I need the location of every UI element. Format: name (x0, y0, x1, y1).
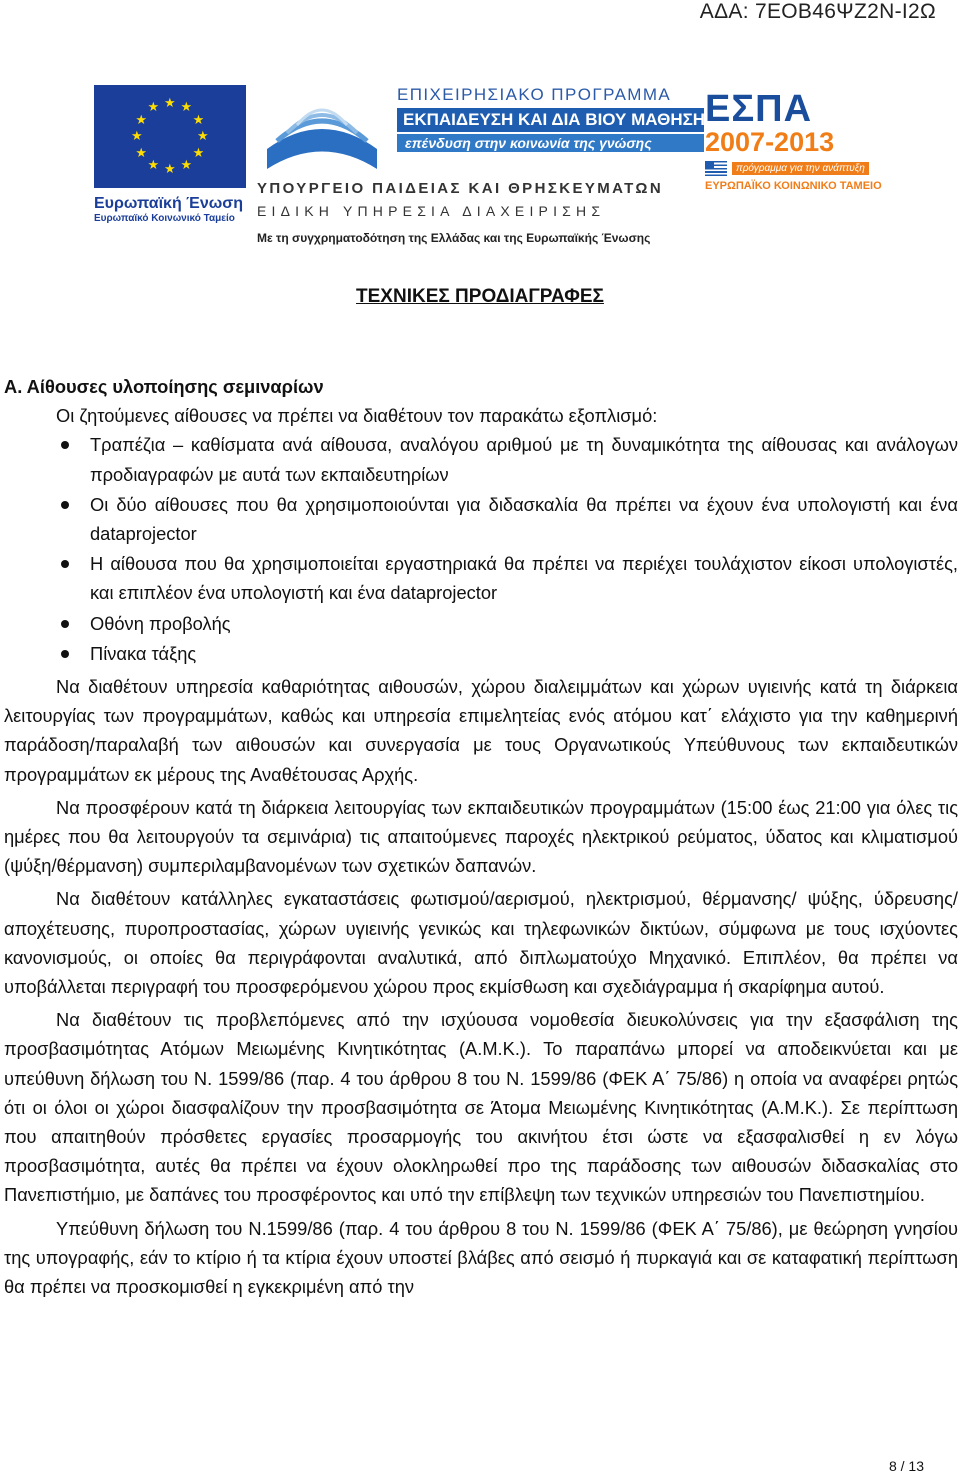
list-item: Οι δύο αίθουσες που θα χρησιμοποιούνται για διδασκαλία θα πρέπει να έχουν ένα υπολογιστή και ένα dataprojector (4, 490, 958, 548)
paragraph-utilities: Να προσφέρουν κατά τη διάρκεια λειτουργίας των εκπαιδευτικών προγραμμάτων (15:00 έως 21:00 για όλες τις ημέρες που θα λειτουργούν τα σεμινάρια) τις απαιτούμενες παροχές ηλεκτρικού ρεύματος, ύδατος και κλιματισμού (ψύξη/θέρμανση) συμπεριλαμβανομένων των σχετικών δαπανών. (4, 796, 958, 877)
eu-logo-name: Ευρωπαϊκή Ένωση (94, 195, 243, 212)
eu-star-icon: ★ (192, 144, 205, 160)
eu-logo-subtitle: Ευρωπαϊκό Κοινωνικό Ταμείο (94, 213, 235, 224)
list-item: Πίνακα τάξης (4, 639, 958, 668)
eu-star-icon: ★ (147, 99, 160, 115)
paragraph-accessibility: Να διαθέτουν τις προβλεπόμενες από την ισχύουσα νομοθεσία διευκολύνσεις για την εξασφάλιση της προσβασιμότητας Ατόμων Μειωμένης Κινητικότητας (Α.Μ.Κ.). Το παραπάνω μπορεί να αποδεικνύεται και με υπεύθυνη δήλωση του Ν. 1599/86 (παρ. 4 του άρθρου 8 του Ν. 1599/86 (ΦΕΚ Α΄ 75/86) η οποία να αναφέρει ρητώς ότι οι όλοι οι χώροι διασφαλίζουν την προσβασιμότητα σε Άτομα Μειωμένης Κινητικότητας (Α.Μ.Κ.). Σε περίπτωση που απαιτηθούν πρόσθετες εργασίες προσαρμογής του ακινήτου έτσι ώστε να εξασφαλισθεί η εν λόγω προσβασιμότητα, αυτές θα πρέπει να έχουν ολοκληρωθεί προ της παράδοσης των αιθουσών διδασκαλίας στο Πανεπιστήμιο, με δαπάνες του προσφέροντος και υπό την επίβλεψη των τεχνικών υπηρεσιών του Πανεπιστημίου. (4, 1009, 958, 1206)
paragraph-cleaning: Να διαθέτουν υπηρεσία καθαριότητας αιθουσών, χώρου διαλειμμάτων και χώρων υγιεινής κατά τη διάρκεια λειτουργίας των προγραμμάτων, καθώς και υπηρεσία επιμελητείας ενός ατόμου κατ΄ ελάχιστο για την καθημερινή παράδοση/παραλαβή των αιθουσών και συνεργασία με τους Οργανωτικούς Υπεύθυνους των εκπαιδευτικών προγραμμάτων εκ μέρους της Αναθέτουσας Αρχής. (4, 676, 958, 785)
greek-flag-icon (705, 161, 727, 176)
eu-star-icon: ★ (197, 128, 209, 143)
book-icon (257, 89, 387, 181)
eu-star-icon: ★ (135, 144, 148, 160)
document-body (4, 372, 958, 1301)
eu-star-icon: ★ (135, 111, 148, 127)
op-logo (257, 85, 704, 245)
page-number: 8 / 13 (888, 1458, 924, 1474)
op-logo-service: ΕΙΔΙΚΗ ΥΠΗΡΕΣΙΑ ΔΙΑΧΕΙΡΙΣΗΣ (257, 203, 606, 219)
section-heading: Α. Αίθουσες υλοποίησης σεμιναρίων (4, 376, 324, 397)
eu-star-icon: ★ (192, 111, 205, 127)
section-intro: Οι ζητούμενες αίθουσες να πρέπει να διαθέτουν τον παρακάτω εξοπλισμό: (56, 405, 658, 427)
op-logo-programme: ΕΠΙΧΕΙΡΗΣΙΑΚΟ ΠΡΟΓΡΑΜΜΑ (397, 85, 672, 104)
op-logo-slogan: επένδυση στην κοινωνία της γνώσης (397, 134, 704, 152)
espa-logo-word: ΕΣΠΑ (705, 88, 813, 130)
espa-logo-years: 2007-2013 (705, 127, 835, 157)
eu-star-icon: ★ (147, 156, 160, 172)
paragraph-declaration: Υπεύθυνη δήλωση του Ν.1599/86 (παρ. 4 του άρθρου 8 του Ν. 1599/86 (ΦΕΚ Α΄ 75/86), με θεώρηση γνησίου της υπογραφής, εάν το κτίριο ή τα κτίρια έχουν υποστεί βλάβες από σεισμό ή πυρκαγιά και σε καταφατική περίπτωση θα πρέπει να προσκομισθεί η εγκεκριμένη από την (4, 1217, 958, 1298)
espa-logo-tagline: πρόγραμμα για την ανάπτυξη (732, 162, 869, 175)
espa-logo (705, 90, 885, 192)
eu-star-icon: ★ (180, 156, 193, 172)
paragraph-facilities: Να διαθέτουν κατάλληλες εγκαταστάσεις φωτισμού/αερισμού, ηλεκτρισμού, θέρμανσης/ ψύξης, ύδρευσης/ αποχέτευσης, πυροπροστασίας, χώρων υγιεινής γενικώς και τηλεφωνικών δικτύων, σύμφωνα με τους ισχύοντες κανονισμούς, οι οποίες θα περιγράφονται αναλυτικά, από διπλωματούχο Μηχανικό. Επιπλέον, θα πρέπει να υποβάλλεται περιγραφή του προσφερόμενου χώρου προς εκμίσθωση και σχεδιάγραμμα ή σκαρίφημα αυτού. (4, 888, 958, 998)
list-item: Τραπέζια – καθίσματα ανά αίθουσα, αναλόγου αριθμού με τη δυναμικότητα της αίθουσας και ανάλογων προδιαγραφών με αυτά των εκπαιδευτηρίων (4, 430, 958, 488)
document-title: ΤΕΧΝΙΚΕΣ ΠΡΟΔΙΑΓΡΑΦΕΣ (356, 286, 604, 307)
document-code: ΑΔΑ: 7ΕΟΒ46ΨΖ2Ν-Ι2Ω (699, 0, 936, 23)
eu-star-icon: ★ (164, 95, 176, 110)
eu-star-icon: ★ (180, 99, 193, 115)
op-logo-programme-name: ΕΚΠΑΙΔΕΥΣΗ ΚΑΙ ΔΙΑ ΒΙΟΥ ΜΑΘΗΣΗ (397, 108, 704, 132)
eu-logo (94, 85, 248, 224)
eu-flag-icon (94, 85, 246, 188)
op-logo-cofunding: Με τη συγχρηματοδότηση της Ελλάδας και της Ευρωπαϊκής Ένωσης (257, 231, 651, 245)
espa-logo-fund: ΕΥΡΩΠΑΪΚΟ ΚΟΙΝΩΝΙΚΟ ΤΑΜΕΙΟ (705, 179, 882, 192)
equipment-list (4, 430, 958, 668)
list-item: Οθόνη προβολής (4, 609, 958, 638)
eu-star-icon: ★ (164, 161, 176, 176)
list-item: Η αίθουσα που θα χρησιμοποιείται εργαστηριακά θα πρέπει να περιέχει τουλάχιστον είκοσι υπολογιστές, και επιπλέον ένα υπολογιστή και ένα dataprojector (4, 549, 958, 607)
eu-star-icon: ★ (131, 128, 143, 143)
op-logo-ministry: ΥΠΟΥΡΓΕΙΟ ΠΑΙΔΕΙΑΣ ΚΑΙ ΘΡΗΣΚΕΥΜΑΤΩΝ (257, 180, 664, 197)
